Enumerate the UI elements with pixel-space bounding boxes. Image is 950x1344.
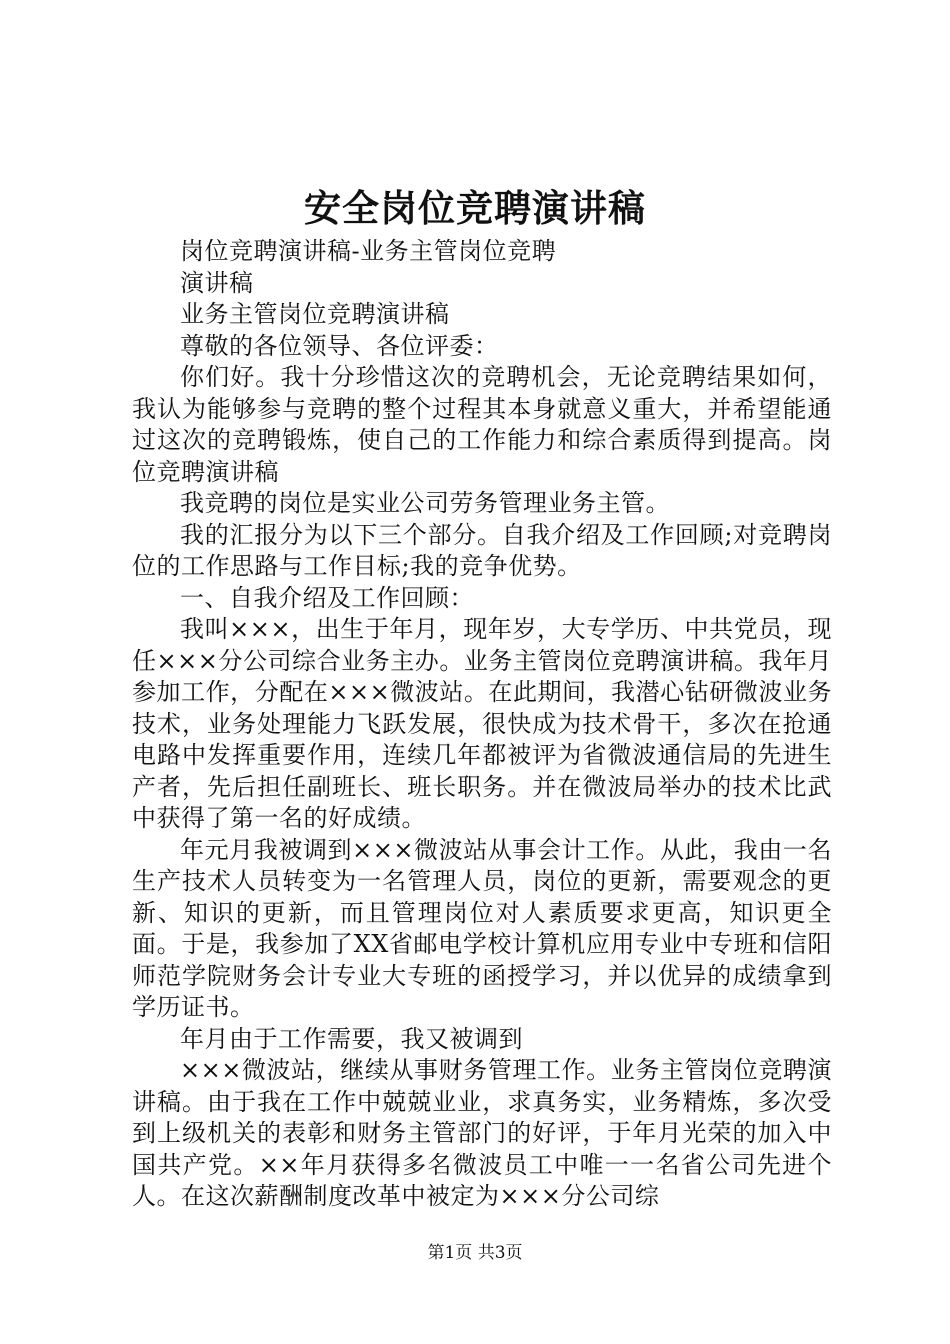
paragraph-finance: ×××微波站，继续从事财务管理工作。业务主管岗位竞聘演讲稿。由于我在工作中兢兢业业，求真务实，业务精炼，多次受到上级机关的表彰和财务主管部门的好评，于年月光荣的加入中国共产党。××年月获得多名微波员工中唯一一名省公司先进个人。在这次薪酬制度改革中被定为×××分公司综 xyxy=(132,1056,832,1210)
paragraph-heading: 业务主管岗位竞聘演讲稿 xyxy=(180,300,450,328)
paragraph-transfer: 年月由于工作需要，我又被调到 xyxy=(180,1024,523,1053)
document-title: 安全岗位竞聘演讲稿 xyxy=(304,186,646,230)
page-footer: 第1页 共3页 xyxy=(427,1243,523,1263)
paragraph-subtitle: 岗位竞聘演讲稿-业务主管岗位竞聘 xyxy=(180,237,557,265)
paragraph-position: 我竞聘的岗位是实业公司劳务管理业务主管。 xyxy=(180,489,670,517)
paragraph-greeting: 你们好。我十分珍惜这次的竞聘机会，无论竞聘结果如何，我认为能够参与竞聘的整个过程其本身就意义重大，并希望能通过这次的竞聘锻炼，使自己的工作能力和综合素质得到提高。岗位竞聘演讲稿 xyxy=(132,363,832,486)
paragraph-subtitle-cont: 演讲稿 xyxy=(180,268,254,297)
document-body xyxy=(132,236,832,1213)
paragraph-salutation: 尊敬的各位领导、各位评委： xyxy=(180,331,499,360)
section-heading-1: 一、自我介绍及工作回顾： xyxy=(180,583,474,612)
paragraph-accounting: 年元月我被调到×××微波站从事会计工作。从此，我由一名生产技术人员转变为一名管理人员，岗位的更新，需要观念的更新、知识的更新，而且管理岗位对人素质要求更高，知识更全面。于是，我参加了XX省邮电学校计算机应用专业中专班和信阳师范学院财务会计专业大专班的函授学习，并以优异的成绩拿到学历证书。 xyxy=(132,835,832,1021)
paragraph-introduction: 我叫×××，出生于年月，现年岁，大专学历、中共党员，现任×××分公司综合业务主办。业务主管岗位竞聘演讲稿。我年月参加工作，分配在×××微波站。在此期间，我潜心钻研微波业务技术，业务处理能力飞跃发展，很快成为技术骨干，多次在抢通电路中发挥重要作用，连续几年都被评为省微波通信局的先进生产者，先后担任副班长、班长职务。并在微波局举办的技术比武中获得了第一名的好成绩。 xyxy=(132,615,832,832)
paragraph-outline: 我的汇报分为以下三个部分。自我介绍及工作回顾;对竞聘岗位的工作思路与工作目标;我的竞争优势。 xyxy=(132,520,832,580)
